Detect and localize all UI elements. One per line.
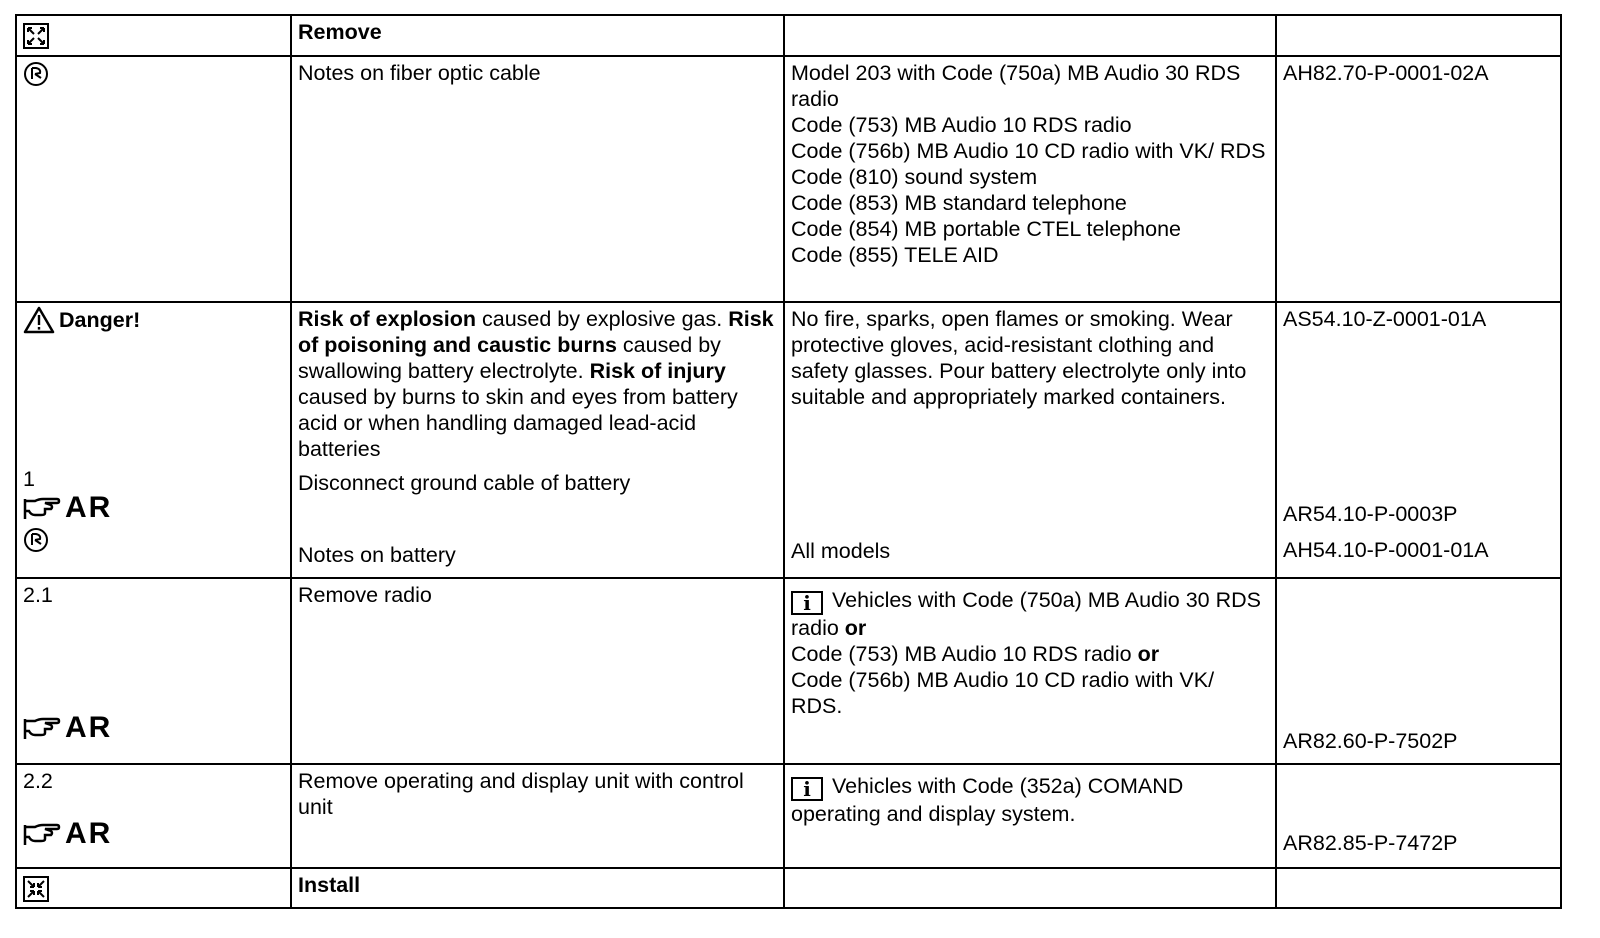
risk-injury-text: caused by burns to skin and eyes from battery acid or when handling damaged lead-acid batteries xyxy=(298,385,738,461)
ar-reference-marker xyxy=(23,818,284,850)
empty-cell xyxy=(784,15,1276,56)
empty-cell xyxy=(1276,868,1561,908)
risk-explosion-text: caused by explosive gas. xyxy=(476,307,723,331)
cell-step-2-1-info xyxy=(784,578,1276,764)
info-icon: i xyxy=(791,591,823,615)
spacer xyxy=(23,334,284,466)
condition-item: Code (753) MB Audio 10 RDS radio xyxy=(791,113,1132,137)
risk-explosion: Risk of explosion xyxy=(298,307,477,331)
table-row-fiber-notes xyxy=(16,56,1561,302)
note-hand-icon xyxy=(23,527,49,553)
spacer xyxy=(1283,768,1554,830)
risk-poisoning-text: caused by swallowing battery electrolyte. xyxy=(298,333,721,383)
spacer xyxy=(1283,332,1554,501)
spacer xyxy=(23,608,284,712)
note-hand-icon xyxy=(23,61,49,87)
ar-reference-marker xyxy=(23,712,284,744)
cell-danger-refs xyxy=(1276,302,1561,578)
empty-cell xyxy=(784,868,1276,908)
cell-install-icon xyxy=(16,868,291,908)
danger-label: Danger! xyxy=(59,308,141,332)
info-text: Code (753) MB Audio 10 RDS radio xyxy=(791,642,1132,666)
step-1-text: Disconnect ground cable of battery xyxy=(298,471,631,495)
fiber-notes-title: Notes on fiber optic cable xyxy=(291,56,784,302)
cell-step-2-2-labels xyxy=(16,764,291,868)
ar-label: AR xyxy=(65,491,113,524)
risk-injury: Risk of injury xyxy=(583,359,726,383)
cell-step-2-2-info xyxy=(784,764,1276,868)
condition-item: Code (756b) MB Audio 10 CD radio with VK/ RDS xyxy=(791,139,1266,163)
step-number: 2.1 xyxy=(23,583,53,607)
danger-heading xyxy=(23,306,284,334)
risk-poisoning: Risk of poisoning and caustic burns xyxy=(298,307,774,357)
ar-label: AR xyxy=(65,817,113,850)
table-row-remove xyxy=(16,15,1561,56)
info-text: Vehicles with Code (750a) MB Audio 30 RDS radio xyxy=(791,588,1262,640)
table-row-step-2-2 xyxy=(16,764,1561,868)
step-1-ar-ref[interactable]: AR54.10-P-0003P xyxy=(1283,502,1458,526)
battery-notes-title: Notes on battery xyxy=(298,543,456,567)
fiber-notes-conditions xyxy=(784,56,1276,302)
step-number: 1 xyxy=(23,467,35,491)
cell-danger-measures xyxy=(784,302,1276,578)
install-arrows-icon xyxy=(23,876,49,902)
warning-triangle-icon xyxy=(23,306,55,334)
pointing-hand-icon xyxy=(23,715,61,741)
step-number: 2.2 xyxy=(23,769,53,793)
empty-cell xyxy=(1276,15,1561,56)
cell-danger-risks xyxy=(291,302,784,578)
table-row-install xyxy=(16,868,1561,908)
ar-label: AR xyxy=(65,711,113,744)
or-conjunction: or xyxy=(844,616,867,640)
step-2-1-ar-ref[interactable]: AR82.60-P-7502P xyxy=(1283,729,1458,753)
cell-step-2-1-labels xyxy=(16,578,291,764)
condition-item: Code (854) MB portable CTEL telephone xyxy=(791,217,1182,241)
cell-note-icon xyxy=(16,56,291,302)
pointing-hand-icon xyxy=(23,495,61,521)
cell-remove-icon xyxy=(16,15,291,56)
table-row-step-2-1 xyxy=(16,578,1561,764)
section-title-install: Install xyxy=(291,868,784,908)
condition-item: Code (853) MB standard telephone xyxy=(791,191,1127,215)
remove-arrows-icon xyxy=(23,23,49,49)
procedure-table xyxy=(15,14,1562,909)
cell-danger-labels xyxy=(16,302,291,578)
info-text: Code (756b) MB Audio 10 CD radio with VK/ RDS. xyxy=(791,668,1215,718)
cell-step-2-1-ref xyxy=(1276,578,1561,764)
cell-step-2-2-ref xyxy=(1276,764,1561,868)
fiber-notes-ref[interactable]: AH82.70-P-0001-02A xyxy=(1276,56,1561,302)
danger-measures: No fire, sparks, open flames or smoking. Wear protective gloves, acid-resistant clothing and safety glasses. Pour battery electrolyte only into suitable and appropriately marked containers. xyxy=(791,307,1247,409)
condition-item: Model 203 with Code (750a) MB Audio 30 RDS radio xyxy=(791,61,1241,111)
danger-ref[interactable]: AS54.10-Z-0001-01A xyxy=(1283,307,1487,331)
info-icon: i xyxy=(791,777,823,801)
condition-item: Code (855) TELE AID xyxy=(791,243,999,267)
step-2-2-ar-ref[interactable]: AR82.85-P-7472P xyxy=(1283,831,1458,855)
battery-note-icon-wrap xyxy=(23,526,284,553)
spacer xyxy=(298,496,777,542)
section-title-remove: Remove xyxy=(291,15,784,56)
battery-notes-ref[interactable]: AH54.10-P-0001-01A xyxy=(1283,538,1489,562)
spacer xyxy=(1283,582,1554,728)
ar-reference-marker xyxy=(23,492,284,524)
pointing-hand-icon xyxy=(23,821,61,847)
table-row-danger-step1 xyxy=(16,302,1561,578)
spacer xyxy=(791,514,1269,538)
battery-notes-applies: All models xyxy=(791,539,891,563)
step-2-1-text: Remove radio xyxy=(291,578,784,764)
step-2-2-text: Remove operating and display unit with control unit xyxy=(291,764,784,868)
info-text: Vehicles with Code (352a) COMAND operating and display system. xyxy=(791,774,1184,826)
or-conjunction: or xyxy=(1137,642,1160,666)
spacer xyxy=(23,794,284,818)
condition-item: Code (810) sound system xyxy=(791,165,1038,189)
risk-text xyxy=(298,306,777,464)
